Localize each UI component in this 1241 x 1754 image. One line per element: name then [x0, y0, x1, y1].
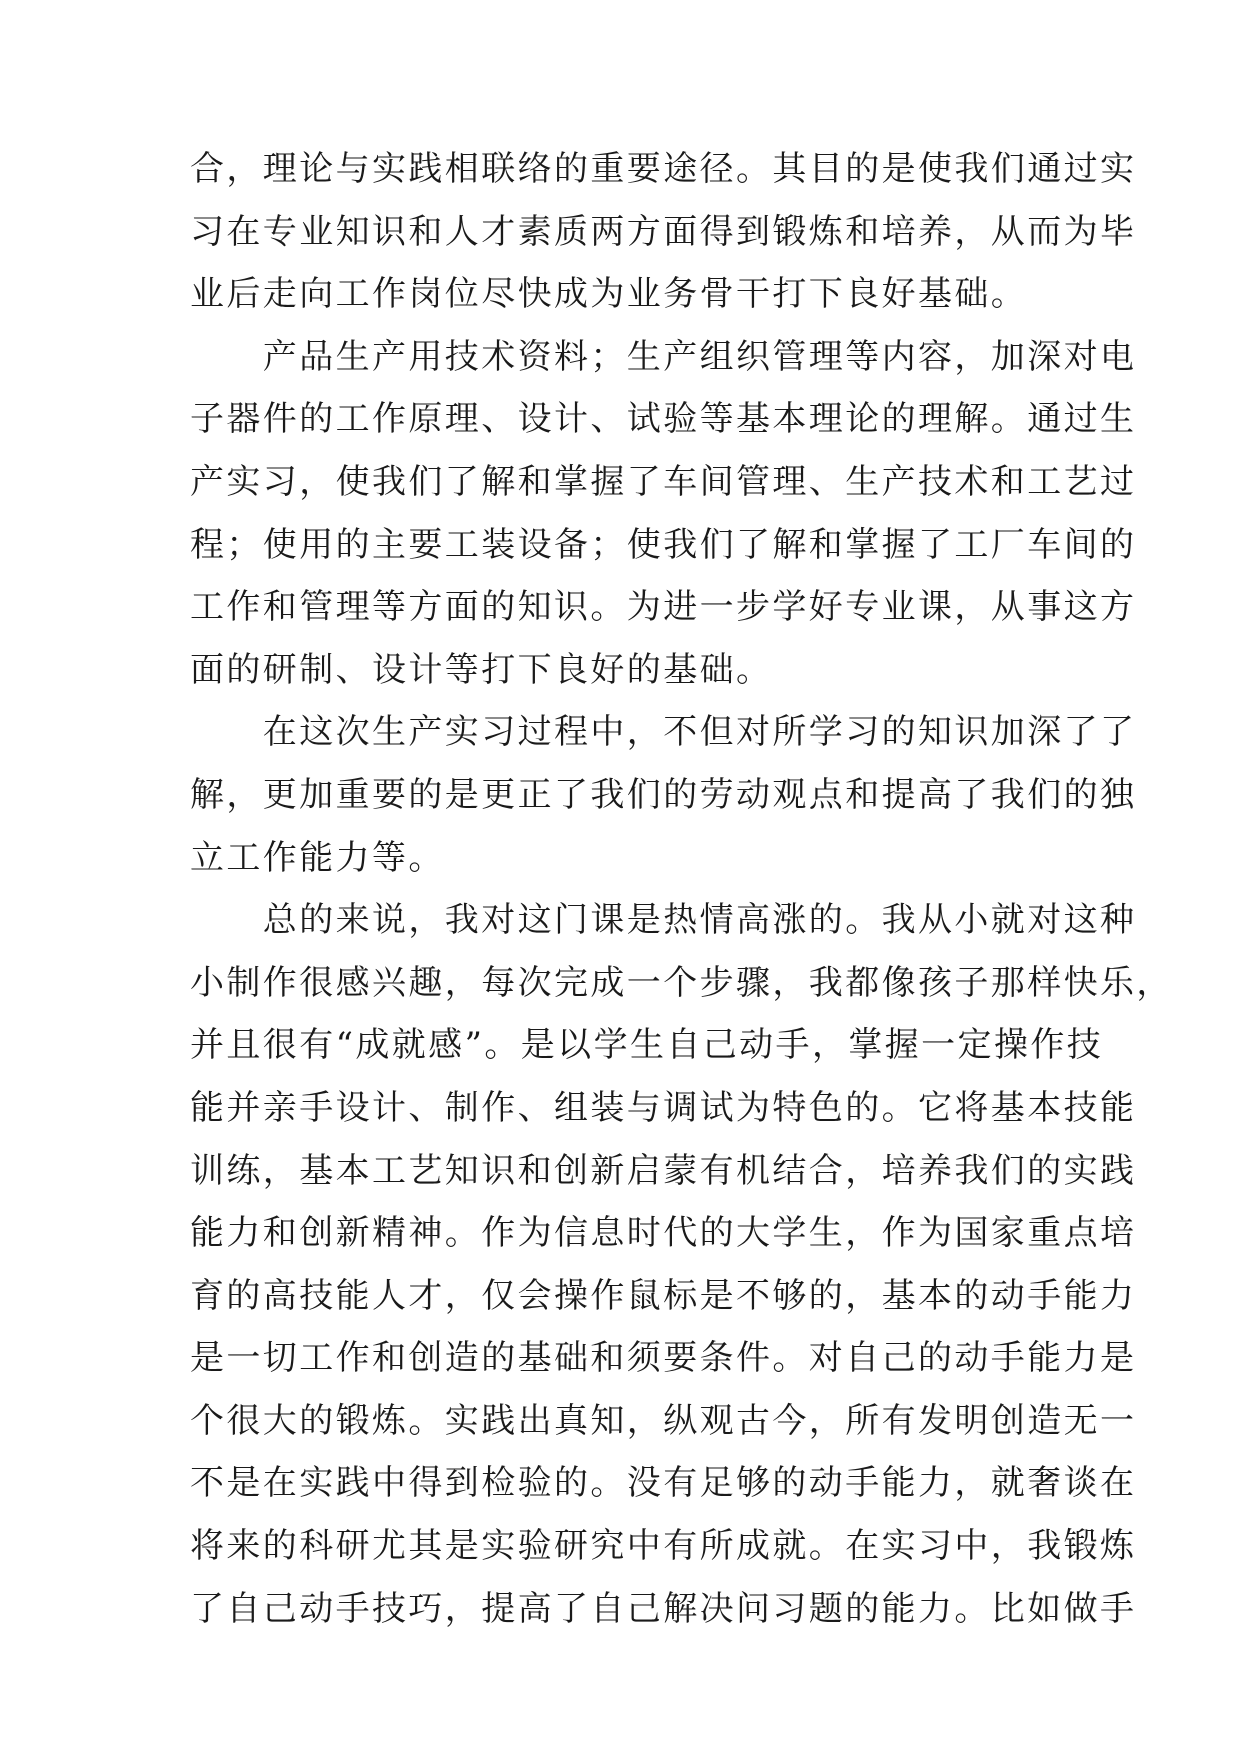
paragraph-1	[190, 138, 1137, 326]
text-line: 总的来说，我对这门课是热情高涨的。我从小就对这种	[190, 900, 1137, 941]
text-line: 训练，基本工艺知识和创新启蒙有机结合，培养我们的实践	[190, 1150, 1137, 1191]
text-line: 工作和管理等方面的知识。为进一步学好专业课，从事这方	[190, 587, 1137, 628]
text-line: 程；使用的主要工装设备；使我们了解和掌握了工厂车间的	[190, 524, 1137, 565]
text-line	[190, 1640, 1060, 1703]
text-line: 是一切工作和创造的基础和须要条件。对自己的动手能力是	[190, 1338, 1137, 1379]
text-line: 子器件的工作原理、设计、试验等基本理论的理解。通过生	[190, 399, 1137, 440]
paragraph-3	[190, 701, 1137, 889]
text-line: 能并亲手设计、制作、组装与调试为特色的。它将基本技能	[190, 1087, 1137, 1128]
paragraph-4	[190, 889, 1173, 1703]
text-line: 面的研制、设计等打下良好的基础。	[190, 649, 773, 690]
text-line: 能力和创新精神。作为信息时代的大学生，作为国家重点培	[190, 1213, 1137, 1254]
text-line: 产实习，使我们了解和掌握了车间管理、生产技术和工艺过	[190, 461, 1137, 502]
text-line: 育的高技能人才，仅会操作鼠标是不够的，基本的动手能力	[190, 1275, 1137, 1316]
text-line: 在这次生产实习过程中，不但对所学习的知识加深了了	[190, 712, 1137, 753]
text-line: 不是在实践中得到检验的。没有足够的动手能力，就奢谈在	[190, 1463, 1137, 1504]
text-line: 产品生产用技术资料；生产组织管理等内容，加深对电	[190, 336, 1137, 377]
text-line: 将来的科研尤其是实验研究中有所成就。在实习中，我锻炼	[190, 1526, 1137, 1567]
text-line: 小制作很感兴趣，每次完成一个步骤，我都像孩子那样快乐，	[190, 962, 1173, 1003]
text-line: 并且很有“成就感”。是以学生自己动手，掌握一定操作技	[190, 1025, 1104, 1066]
text-line: 合，理论与实践相联络的重要途径。其目的是使我们通过实	[190, 149, 1137, 189]
text-line: 个很大的锻炼。实践出真知，纵观古今，所有发明创造无一	[190, 1400, 1137, 1441]
text-line: 了自己动手技巧，提高了自己解决问习题的能力。比如做手	[190, 1588, 1137, 1629]
text-line: 解，更加重要的是更正了我们的劳动观点和提高了我们的独	[190, 774, 1137, 815]
text-line: 习在专业知识和人才素质两方面得到锻炼和培养，从而为毕	[190, 211, 1137, 252]
body-text	[190, 138, 1173, 1703]
text-line: 立工作能力等。	[190, 837, 445, 878]
text-line: 业后走向工作岗位尽快成为业务骨干打下良好基础。	[190, 274, 1028, 315]
paragraph-2	[190, 326, 1137, 702]
